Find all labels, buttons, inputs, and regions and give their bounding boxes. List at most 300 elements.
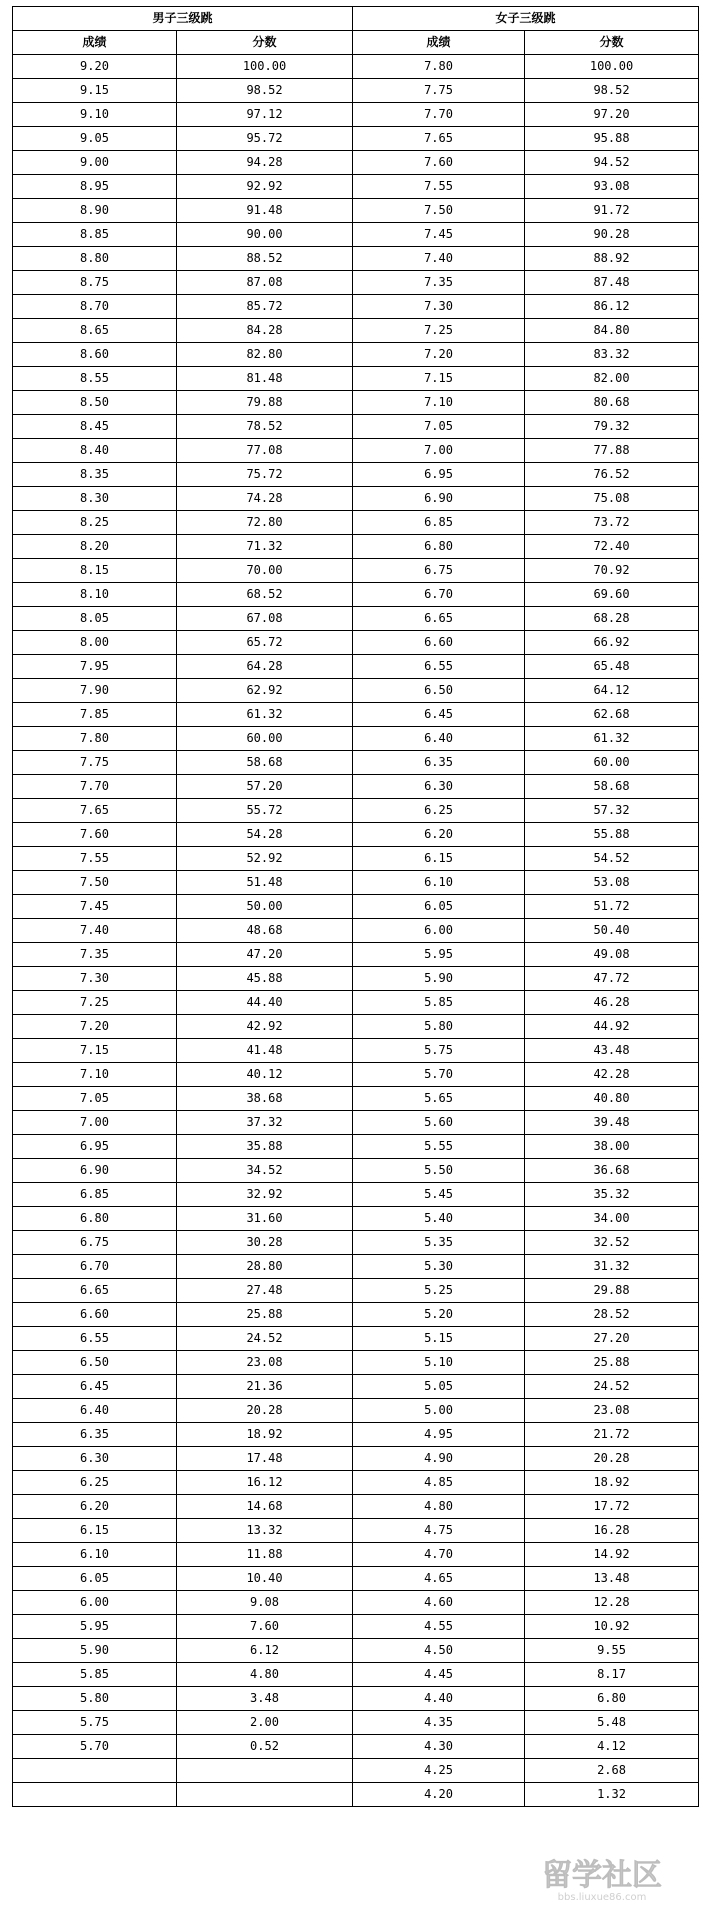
male-score-cell: 70.00 [177,559,353,583]
female-result-cell: 6.50 [353,679,525,703]
male-score-cell: 88.52 [177,247,353,271]
male-result-cell: 6.25 [13,1471,177,1495]
male-score-cell: 82.80 [177,343,353,367]
female-result-cell: 7.10 [353,391,525,415]
female-score-cell: 1.32 [525,1783,699,1807]
male-score-cell: 0.52 [177,1735,353,1759]
male-score-header: 分数 [177,31,353,55]
table-row [13,319,699,343]
table-row [13,1087,699,1111]
male-result-cell: 7.40 [13,919,177,943]
table-row [13,943,699,967]
male-score-cell: 87.08 [177,271,353,295]
female-result-cell: 5.25 [353,1279,525,1303]
female-score-cell: 5.48 [525,1711,699,1735]
female-score-cell: 70.92 [525,559,699,583]
female-result-cell: 5.30 [353,1255,525,1279]
male-score-cell [177,1759,353,1783]
female-result-cell: 4.20 [353,1783,525,1807]
male-score-cell: 30.28 [177,1231,353,1255]
male-score-cell: 4.80 [177,1663,353,1687]
table-row [13,391,699,415]
table-row [13,775,699,799]
table-row [13,1231,699,1255]
male-result-cell: 8.90 [13,199,177,223]
male-result-cell: 9.05 [13,127,177,151]
male-result-cell: 8.25 [13,511,177,535]
male-result-cell: 8.55 [13,367,177,391]
female-score-cell: 44.92 [525,1015,699,1039]
male-result-cell: 8.40 [13,439,177,463]
female-score-cell: 55.88 [525,823,699,847]
female-score-cell: 24.52 [525,1375,699,1399]
male-result-cell: 7.35 [13,943,177,967]
table-row [13,631,699,655]
table-row [13,1543,699,1567]
male-score-cell: 72.80 [177,511,353,535]
male-score-cell: 60.00 [177,727,353,751]
female-score-cell: 76.52 [525,463,699,487]
female-result-cell: 6.35 [353,751,525,775]
male-score-cell: 51.48 [177,871,353,895]
male-score-cell: 100.00 [177,55,353,79]
female-score-cell: 60.00 [525,751,699,775]
score-table [12,6,699,1807]
female-result-cell: 4.60 [353,1591,525,1615]
male-score-cell: 98.52 [177,79,353,103]
male-score-cell: 55.72 [177,799,353,823]
male-result-cell: 8.00 [13,631,177,655]
male-result-cell: 7.75 [13,751,177,775]
male-result-cell: 8.10 [13,583,177,607]
female-result-cell: 5.75 [353,1039,525,1063]
table-row [13,679,699,703]
table-row [13,439,699,463]
male-result-cell: 5.85 [13,1663,177,1687]
male-score-cell: 41.48 [177,1039,353,1063]
male-result-cell: 8.85 [13,223,177,247]
table-row [13,1207,699,1231]
table-row [13,607,699,631]
female-result-cell: 6.10 [353,871,525,895]
female-score-cell: 53.08 [525,871,699,895]
female-result-cell: 7.65 [353,127,525,151]
female-score-cell: 18.92 [525,1471,699,1495]
male-score-cell: 58.68 [177,751,353,775]
table-row [13,1567,699,1591]
female-score-cell: 40.80 [525,1087,699,1111]
male-score-cell: 32.92 [177,1183,353,1207]
female-result-cell: 6.65 [353,607,525,631]
female-result-cell: 6.95 [353,463,525,487]
male-score-cell: 47.20 [177,943,353,967]
table-row [13,1423,699,1447]
male-result-cell: 8.75 [13,271,177,295]
table-row [13,703,699,727]
female-result-cell: 7.05 [353,415,525,439]
male-score-cell: 71.32 [177,535,353,559]
table-row [13,415,699,439]
female-score-cell: 10.92 [525,1615,699,1639]
male-score-cell: 28.80 [177,1255,353,1279]
male-score-cell: 90.00 [177,223,353,247]
male-result-cell: 5.95 [13,1615,177,1639]
male-result-cell: 7.95 [13,655,177,679]
female-score-cell: 51.72 [525,895,699,919]
female-result-cell: 5.15 [353,1327,525,1351]
male-result-cell: 8.80 [13,247,177,271]
male-result-cell: 9.10 [13,103,177,127]
table-row [13,919,699,943]
table-row [13,1759,699,1783]
female-result-cell: 7.30 [353,295,525,319]
male-score-cell: 16.12 [177,1471,353,1495]
female-result-cell: 5.40 [353,1207,525,1231]
male-score-cell: 14.68 [177,1495,353,1519]
table-row [13,751,699,775]
table-row [13,1399,699,1423]
female-score-cell: 35.32 [525,1183,699,1207]
table-row [13,367,699,391]
female-result-cell: 7.50 [353,199,525,223]
male-result-cell: 6.70 [13,1255,177,1279]
male-score-cell: 77.08 [177,439,353,463]
female-score-cell: 32.52 [525,1231,699,1255]
female-score-cell: 57.32 [525,799,699,823]
female-score-cell: 98.52 [525,79,699,103]
female-result-cell: 7.45 [353,223,525,247]
female-score-cell: 25.88 [525,1351,699,1375]
male-score-cell: 13.32 [177,1519,353,1543]
male-score-cell [177,1783,353,1807]
female-score-cell: 97.20 [525,103,699,127]
table-row [13,151,699,175]
female-score-cell: 28.52 [525,1303,699,1327]
female-result-cell: 5.80 [353,1015,525,1039]
male-score-cell: 9.08 [177,1591,353,1615]
female-result-cell: 7.70 [353,103,525,127]
male-score-cell: 38.68 [177,1087,353,1111]
female-result-cell: 7.35 [353,271,525,295]
table-row [13,103,699,127]
male-result-cell: 7.45 [13,895,177,919]
table-row [13,1303,699,1327]
female-result-cell: 7.40 [353,247,525,271]
table-row [13,463,699,487]
male-result-header: 成绩 [13,31,177,55]
table-row [13,1327,699,1351]
female-score-header: 分数 [525,31,699,55]
table-row [13,823,699,847]
female-result-cell: 6.20 [353,823,525,847]
female-result-cell: 4.80 [353,1495,525,1519]
female-result-cell: 4.50 [353,1639,525,1663]
female-score-cell: 66.92 [525,631,699,655]
female-result-cell: 4.25 [353,1759,525,1783]
female-result-cell: 5.55 [353,1135,525,1159]
male-result-cell: 5.75 [13,1711,177,1735]
table-row [13,799,699,823]
male-result-cell: 8.95 [13,175,177,199]
female-result-cell: 7.80 [353,55,525,79]
male-result-cell: 8.15 [13,559,177,583]
male-score-cell: 57.20 [177,775,353,799]
table-row [13,535,699,559]
male-result-cell: 6.95 [13,1135,177,1159]
male-score-cell: 25.88 [177,1303,353,1327]
female-result-cell: 5.35 [353,1231,525,1255]
male-score-cell: 3.48 [177,1687,353,1711]
table-row [13,727,699,751]
table-row [13,1135,699,1159]
column-header-row [13,31,699,55]
table-row [13,1639,699,1663]
female-score-cell: 9.55 [525,1639,699,1663]
male-score-cell: 17.48 [177,1447,353,1471]
male-result-cell: 8.50 [13,391,177,415]
female-result-cell: 5.70 [353,1063,525,1087]
male-result-cell: 6.75 [13,1231,177,1255]
male-score-cell: 40.12 [177,1063,353,1087]
table-row [13,247,699,271]
male-result-cell: 6.65 [13,1279,177,1303]
male-result-cell: 5.80 [13,1687,177,1711]
male-score-cell: 75.72 [177,463,353,487]
table-row [13,1111,699,1135]
table-row [13,223,699,247]
male-score-cell: 52.92 [177,847,353,871]
table-row [13,1687,699,1711]
male-result-cell: 7.90 [13,679,177,703]
male-score-cell: 81.48 [177,367,353,391]
female-score-cell: 46.28 [525,991,699,1015]
male-result-cell: 6.50 [13,1351,177,1375]
male-result-cell: 8.20 [13,535,177,559]
female-result-cell: 7.00 [353,439,525,463]
table-row [13,127,699,151]
female-result-cell: 6.30 [353,775,525,799]
table-row [13,1783,699,1807]
male-result-cell: 7.80 [13,727,177,751]
female-result-cell: 6.00 [353,919,525,943]
table-row [13,1471,699,1495]
male-score-cell: 67.08 [177,607,353,631]
female-result-cell: 7.15 [353,367,525,391]
male-result-cell: 6.80 [13,1207,177,1231]
male-score-cell: 24.52 [177,1327,353,1351]
female-score-cell: 80.68 [525,391,699,415]
female-score-cell: 83.32 [525,343,699,367]
female-result-cell: 6.45 [353,703,525,727]
male-result-cell: 8.65 [13,319,177,343]
male-result-cell: 7.10 [13,1063,177,1087]
male-result-cell: 8.60 [13,343,177,367]
female-result-cell: 5.85 [353,991,525,1015]
female-score-cell: 84.80 [525,319,699,343]
male-score-cell: 42.92 [177,1015,353,1039]
female-score-cell: 86.12 [525,295,699,319]
female-score-cell: 75.08 [525,487,699,511]
female-score-cell: 82.00 [525,367,699,391]
male-result-cell: 6.55 [13,1327,177,1351]
table-row [13,655,699,679]
female-score-cell: 8.17 [525,1663,699,1687]
female-score-cell: 50.40 [525,919,699,943]
table-row [13,1615,699,1639]
female-score-cell: 49.08 [525,943,699,967]
female-score-cell: 27.20 [525,1327,699,1351]
female-result-cell: 4.85 [353,1471,525,1495]
table-row [13,1279,699,1303]
female-score-cell: 61.32 [525,727,699,751]
male-score-cell: 18.92 [177,1423,353,1447]
female-score-cell: 87.48 [525,271,699,295]
female-score-cell: 69.60 [525,583,699,607]
female-score-cell: 73.72 [525,511,699,535]
male-result-cell: 7.60 [13,823,177,847]
female-score-cell: 90.28 [525,223,699,247]
male-result-cell: 8.30 [13,487,177,511]
table-row [13,1375,699,1399]
female-result-cell: 7.55 [353,175,525,199]
male-result-cell [13,1783,177,1807]
female-result-cell: 6.70 [353,583,525,607]
male-score-cell: 34.52 [177,1159,353,1183]
female-result-cell: 7.75 [353,79,525,103]
female-score-cell: 54.52 [525,847,699,871]
male-result-cell: 7.50 [13,871,177,895]
female-result-cell: 7.25 [353,319,525,343]
table-row [13,1447,699,1471]
male-score-cell: 65.72 [177,631,353,655]
female-result-cell: 6.80 [353,535,525,559]
female-result-cell: 5.45 [353,1183,525,1207]
female-score-cell: 23.08 [525,1399,699,1423]
female-score-cell: 39.48 [525,1111,699,1135]
female-result-cell: 7.20 [353,343,525,367]
male-result-cell: 7.30 [13,967,177,991]
female-result-cell: 6.85 [353,511,525,535]
table-row [13,199,699,223]
table-row [13,1591,699,1615]
female-score-cell: 58.68 [525,775,699,799]
female-score-cell: 100.00 [525,55,699,79]
female-score-cell: 2.68 [525,1759,699,1783]
table-row [13,991,699,1015]
male-score-cell: 27.48 [177,1279,353,1303]
male-result-cell: 6.00 [13,1591,177,1615]
male-score-cell: 31.60 [177,1207,353,1231]
male-score-cell: 92.92 [177,175,353,199]
table-row [13,1351,699,1375]
female-result-cell: 6.55 [353,655,525,679]
site-watermark-logo [518,1852,688,1904]
female-result-cell: 4.70 [353,1543,525,1567]
female-score-cell: 38.00 [525,1135,699,1159]
table-row [13,295,699,319]
female-score-cell: 91.72 [525,199,699,223]
male-score-cell: 2.00 [177,1711,353,1735]
female-result-cell: 5.00 [353,1399,525,1423]
male-result-cell: 6.35 [13,1423,177,1447]
female-result-cell: 4.35 [353,1711,525,1735]
table-row [13,79,699,103]
female-score-cell: 65.48 [525,655,699,679]
female-score-cell: 77.88 [525,439,699,463]
female-group-header: 女子三级跳 [353,7,699,31]
male-result-cell: 8.45 [13,415,177,439]
male-score-cell: 48.68 [177,919,353,943]
female-score-cell: 29.88 [525,1279,699,1303]
female-score-cell: 43.48 [525,1039,699,1063]
female-score-cell: 12.28 [525,1591,699,1615]
male-score-cell: 94.28 [177,151,353,175]
table-row [13,1519,699,1543]
table-row [13,1663,699,1687]
table-row [13,583,699,607]
female-score-cell: 17.72 [525,1495,699,1519]
male-result-cell: 5.90 [13,1639,177,1663]
female-score-cell: 94.52 [525,151,699,175]
male-result-cell: 5.70 [13,1735,177,1759]
male-result-cell: 6.15 [13,1519,177,1543]
female-score-cell: 95.88 [525,127,699,151]
table-row [13,55,699,79]
female-result-cell: 4.95 [353,1423,525,1447]
female-score-cell: 20.28 [525,1447,699,1471]
male-score-cell: 10.40 [177,1567,353,1591]
female-score-cell: 14.92 [525,1543,699,1567]
male-score-cell: 61.32 [177,703,353,727]
male-score-cell: 91.48 [177,199,353,223]
female-result-cell: 6.25 [353,799,525,823]
male-result-cell: 7.15 [13,1039,177,1063]
table-body [13,55,699,1807]
female-result-cell: 4.65 [353,1567,525,1591]
male-result-cell: 7.20 [13,1015,177,1039]
female-result-cell: 6.60 [353,631,525,655]
male-result-cell: 6.05 [13,1567,177,1591]
male-score-cell: 20.28 [177,1399,353,1423]
female-score-cell: 42.28 [525,1063,699,1087]
table-row [13,559,699,583]
female-result-cell: 5.50 [353,1159,525,1183]
table-row [13,343,699,367]
female-score-cell: 34.00 [525,1207,699,1231]
female-score-cell: 72.40 [525,535,699,559]
male-result-cell: 6.10 [13,1543,177,1567]
female-score-cell: 64.12 [525,679,699,703]
male-score-cell: 62.92 [177,679,353,703]
male-score-cell: 23.08 [177,1351,353,1375]
female-result-cell: 4.40 [353,1687,525,1711]
male-score-cell: 37.32 [177,1111,353,1135]
male-score-cell: 64.28 [177,655,353,679]
female-result-cell: 5.10 [353,1351,525,1375]
watermark-text: 留学社区 [542,1858,662,1893]
female-result-cell: 7.60 [353,151,525,175]
male-result-cell: 7.85 [13,703,177,727]
male-result-cell: 7.00 [13,1111,177,1135]
male-result-cell: 6.30 [13,1447,177,1471]
female-result-header: 成绩 [353,31,525,55]
female-result-cell: 6.15 [353,847,525,871]
male-result-cell: 6.85 [13,1183,177,1207]
male-score-cell: 85.72 [177,295,353,319]
male-score-cell: 45.88 [177,967,353,991]
male-result-cell: 7.65 [13,799,177,823]
table-row [13,175,699,199]
